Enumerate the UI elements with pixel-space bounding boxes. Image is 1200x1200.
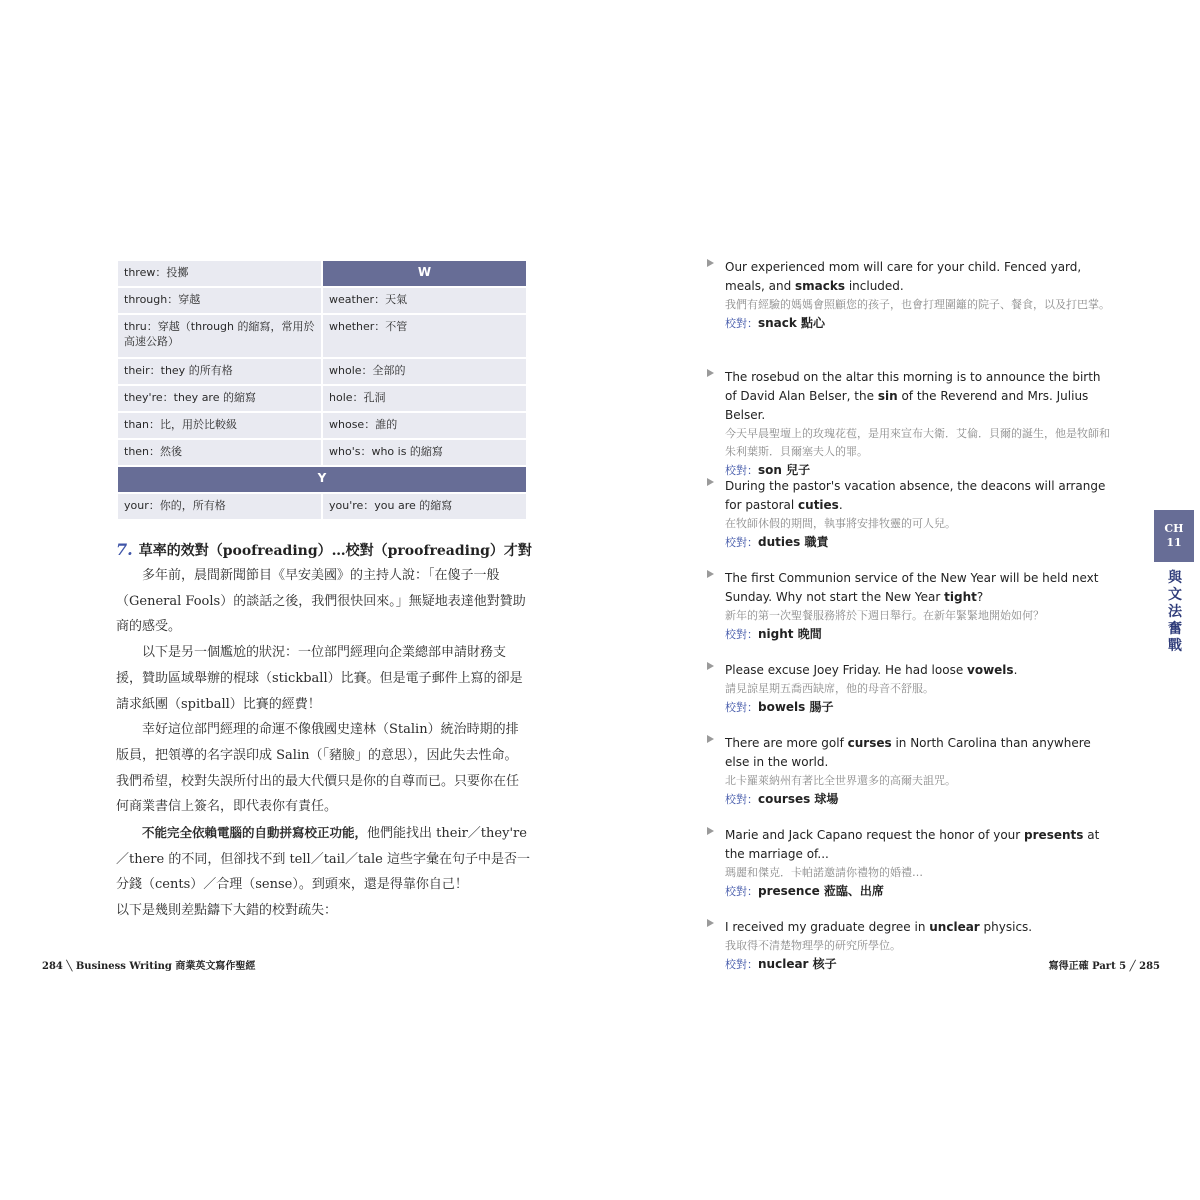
table-row [117,493,527,520]
example-english [725,918,1115,937]
typo-word: vowels [967,663,1014,677]
triangle-bullet-icon [707,478,714,486]
example-text: . [1013,663,1018,677]
example-text: physics. [979,920,1033,934]
table-cell: your：你的，所有格 [117,493,322,520]
table-cell: weather：天氣 [322,287,527,314]
table-row [117,439,527,466]
correction-word: snack 點心 [758,316,826,330]
triangle-bullet-icon [707,919,714,927]
correction [725,882,1115,901]
example-entry [725,368,1115,480]
example-chinese: 我取得不清楚物理學的研究所學位。 [725,939,901,952]
paragraph-rest: 他們能找出 their／they're／there 的不同，但卻找不到 tell／tail／tale 這些字彙在句子中是否一分錢（cents）／合理（sense）。到頭來，還是得靠你自己！ [116,826,530,893]
table-cell: thru：穿越（through 的縮寫，常用於高速公路） [117,314,322,358]
table-cell: you're：you are 的縮寫 [322,493,527,520]
section-number: 7. [116,540,133,559]
triangle-bullet-icon [707,662,714,670]
example-text: Marie and Jack Capano request the honor of your [725,828,1025,842]
example-entry [725,826,1115,901]
paragraph: 幸好這位部門經理的命運不像俄國史達林（Stalin）統治時期的排版員，把領導的名字誤印成 Salin（「豬臉」的意思），因此失去性命。我們希望，校對失誤所付出的最大代價只是你的自尊而已。只要你在任何商業書信上簽名，即代表你有責任。 [116,722,520,815]
homophone-table [116,259,528,521]
correction-label: 校對： [725,885,758,898]
table-cell: whole：全部的 [322,358,527,385]
table-row [117,358,527,385]
example-entry [725,734,1115,809]
correction-word: nuclear 核子 [758,957,837,971]
intro-line: 以下是幾則差點鑄下大錯的校對疏失： [116,903,338,919]
correction [725,533,1115,552]
example-chinese: 瑪麗和傑克．卡帕諾邀請你禮物的婚禮… [725,866,923,879]
body-text [116,563,530,924]
paragraph [116,820,530,898]
example-english [725,734,1115,772]
example-chinese: 新年的第一次聖餐服務將於下週日舉行。在新年緊緊地開始如何？ [725,609,1044,622]
table-cell: they're：they are 的縮寫 [117,385,322,412]
table-cell: whether：不管 [322,314,527,358]
example-english [725,258,1115,296]
paragraph: 多年前，晨間新聞節目《早安美國》的主持人說：「在傻子一般（General Fools）的談話之後，我們很快回來。」無疑地表達他對贊助商的感受。 [116,568,526,635]
correction-word: son 兒子 [758,463,811,477]
example-text: Our experienced mom will care for your child. Fenced yard, meals, and [725,260,1082,293]
correction [725,625,1115,644]
example-entry [725,477,1115,552]
triangle-bullet-icon [707,259,714,267]
table-cell: their：they 的所有格 [117,358,322,385]
table-row [117,314,527,358]
chapter-label: CH [1164,522,1184,535]
typo-word: cuties [798,498,839,512]
table-section-header-w: W [322,260,527,287]
correction-word: duties 職責 [758,535,829,549]
table-cell: whose：誰的 [322,412,527,439]
correction [725,790,1115,809]
correction-label: 校對： [725,317,758,330]
table-row [117,287,527,314]
chapter-number: 11 [1166,536,1182,549]
section-title-text: 草率的效對（poofreading）…校對（proofreading）才對 [138,543,532,559]
typo-word: smacks [795,279,846,293]
chapter-title: 與文法奮戰 [1168,570,1182,654]
example-chinese: 北卡羅萊納州有著比全世界還多的高爾夫詛咒。 [725,774,956,787]
typo-word: presents [1024,828,1084,842]
chapter-tab [1154,510,1194,562]
table-row [117,385,527,412]
page-footer-right: 寫得正確 Part 5 ╱ 285 [1048,961,1160,972]
example-text: There are more golf [725,736,848,750]
correction-word: bowels 腸子 [758,700,834,714]
correction-word: night 晚間 [758,627,822,641]
example-chinese: 在牧師休假的期間，執事將安排牧靈的可人兒。 [725,517,956,530]
table-cell: than：比，用於比較級 [117,412,322,439]
correction-label: 校對： [725,958,758,971]
example-entry [725,661,1115,717]
table-cell: hole：孔洞 [322,385,527,412]
triangle-bullet-icon [707,369,714,377]
example-text: . [838,498,843,512]
correction-word: courses 球場 [758,792,839,806]
typo-word: sin [877,389,898,403]
example-english [725,368,1115,425]
correction-label: 校對： [725,536,758,549]
example-text: ? [976,590,984,604]
typo-word: tight [944,590,977,604]
paragraph: 以下是另一個尷尬的狀況：一位部門經理向企業總部申請財務支援，贊助區域舉辦的棍球（stickball）比賽。但是電子郵件上寫的卻是請求紙團（spitball）比賽的經費！ [116,645,523,712]
correction-label: 校對： [725,793,758,806]
right-page [600,0,1200,1200]
correction [725,698,1115,717]
correction-label: 校對： [725,628,758,641]
triangle-bullet-icon [707,570,714,578]
example-entry [725,258,1115,333]
correction-word: presence 蒞臨、出席 [758,884,884,898]
example-english [725,477,1115,515]
example-english [725,569,1115,607]
bold-phrase: 不能完全依賴電腦的自動拼寫校正功能， [142,825,368,841]
example-chinese: 我們有經驗的媽媽會照顧您的孩子，也會打理圍籬的院子、餐食，以及打巴掌。 [725,298,1110,311]
table-row [117,260,527,287]
example-text: I received my graduate degree in [725,920,930,934]
typo-word: curses [847,736,892,750]
table-cell: threw：投擲 [117,260,322,287]
correction-label: 校對： [725,701,758,714]
section-title [116,540,536,560]
table-cell: who's：who is 的縮寫 [322,439,527,466]
example-english [725,826,1115,864]
example-text: The rosebud on the altar this morning is to announce the birth of David Alan Belser, the [725,370,1101,403]
example-text: During the pastor's vacation absence, the deacons will arrange for pastoral [725,479,1106,512]
example-text: The first Communion service of the New Year will be held next Sunday. Why not start the New Year [725,571,1099,604]
table-row [117,466,527,493]
example-chinese: 今天早晨聖壇上的玫瑰花苞，是用來宣布大衛．艾倫．貝爾的誕生，他是牧師和朱利葉斯．貝爾塞夫人的罪。 [725,427,1110,458]
correction-label: 校對： [725,464,758,477]
table-section-header-y: Y [117,466,527,493]
example-text: at the marriage of... [725,828,1100,861]
example-text: of the Reverend and Mrs. Julius Belser. [725,389,1089,422]
table-row [117,412,527,439]
triangle-bullet-icon [707,735,714,743]
triangle-bullet-icon [707,827,714,835]
example-english [725,661,1115,680]
table-cell: then：然後 [117,439,322,466]
typo-word: unclear [929,920,980,934]
example-entry [725,569,1115,644]
example-text: Please excuse Joey Friday. He had loose [725,663,968,677]
example-text: included. [845,279,904,293]
example-text: in North Carolina than anywhere else in the world. [725,736,1091,769]
table-cell: through：穿越 [117,287,322,314]
example-chinese: 請見諒星期五喬西缺席，他的母音不舒服。 [725,682,934,695]
correction [725,314,1115,333]
page-footer-left: 284 ╲ Business Writing 商業英文寫作聖經 [42,961,256,972]
